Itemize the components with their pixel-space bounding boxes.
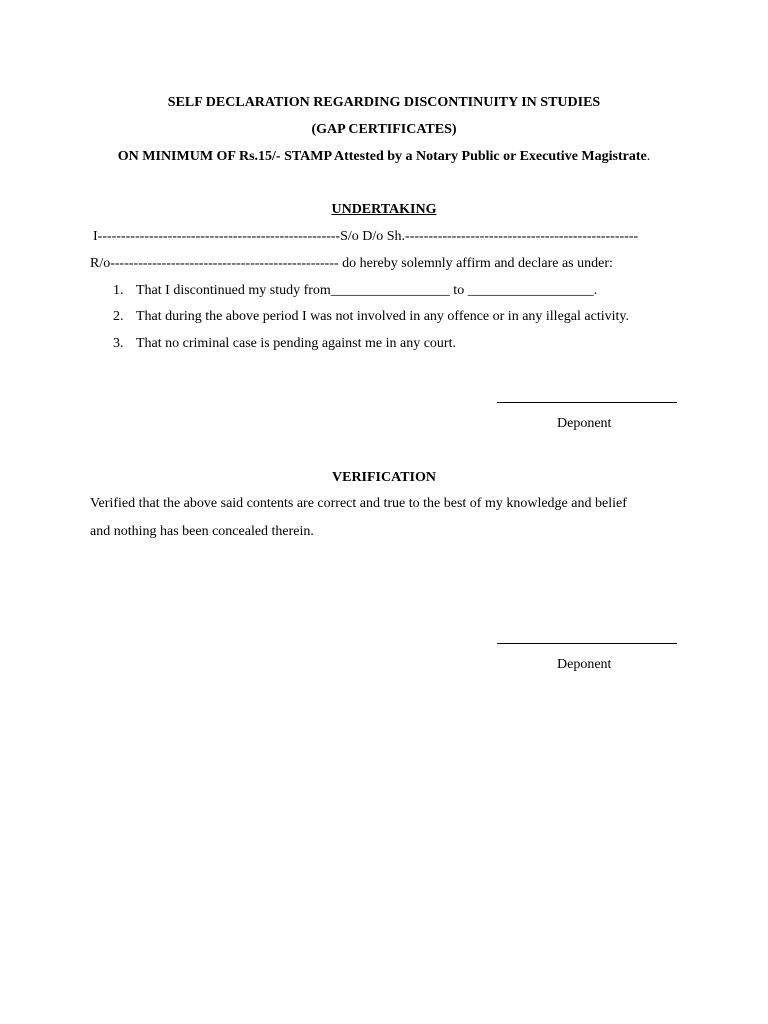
stamp-note-text: ON MINIMUM OF Rs.15/- STAMP Attested by a Notary Public or Executive Magistrate	[117, 149, 647, 164]
stamp-note	[0, 150, 768, 164]
signature-line	[497, 643, 677, 644]
verification-heading: VERIFICATION	[332, 470, 436, 485]
list-item: That I discontinued my study from_________________ to __________________.	[136, 283, 598, 298]
list-item: That no criminal case is pending against me in any court.	[136, 336, 456, 351]
deponent-label: Deponent	[557, 416, 612, 431]
signature-line	[497, 402, 677, 403]
name-relation-line: I----------------------------------------------------S/o D/o Sh.--------------------------------------------------	[93, 229, 639, 244]
deponent-label: Deponent	[557, 657, 612, 672]
list-item-number: 1.	[113, 283, 124, 298]
undertaking-heading: UNDERTAKING	[331, 202, 437, 217]
stamp-note-period: .	[646, 149, 651, 164]
list-item-number: 3.	[113, 336, 124, 351]
residence-line: R/o------------------------------------------------- do hereby solemnly affirm and declare as under:	[90, 256, 613, 271]
list-item-number: 2.	[113, 309, 124, 324]
document-title: SELF DECLARATION REGARDING DISCONTINUITY IN STUDIES	[167, 95, 601, 110]
list-item: That during the above period I was not involved in any offence or in any illegal activity.	[136, 309, 629, 324]
document-subtitle: (GAP CERTIFICATES)	[311, 122, 457, 137]
verification-text-line: Verified that the above said contents are correct and true to the best of my knowledge and belief	[90, 496, 627, 511]
verification-text-line: and nothing has been concealed therein.	[90, 524, 314, 539]
